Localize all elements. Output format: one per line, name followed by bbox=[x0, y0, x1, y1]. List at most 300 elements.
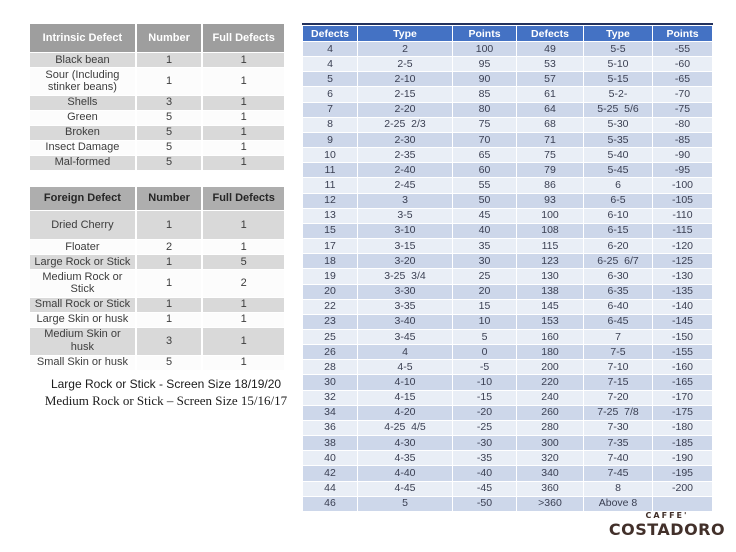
cell: 75 bbox=[517, 148, 583, 162]
table-row bbox=[303, 148, 712, 162]
cell: 34 bbox=[303, 406, 357, 420]
cell: 340 bbox=[517, 466, 583, 480]
cell: 5 bbox=[137, 126, 202, 140]
cell: -115 bbox=[653, 224, 712, 238]
cell: -30 bbox=[453, 436, 516, 450]
cell: 5 bbox=[137, 141, 202, 155]
cell: 23 bbox=[303, 315, 357, 329]
cell: 108 bbox=[517, 224, 583, 238]
cell: 6 bbox=[303, 87, 357, 101]
cell: 20 bbox=[453, 285, 516, 299]
cell bbox=[653, 497, 712, 511]
cell: 1 bbox=[137, 255, 202, 269]
cell: 49 bbox=[517, 42, 583, 56]
cell: -25 bbox=[453, 421, 516, 435]
cell: Sour (Including stinker beans) bbox=[30, 68, 135, 95]
cell: 6-15 bbox=[584, 224, 652, 238]
column-header-defects-right: Defects bbox=[517, 26, 583, 41]
cell: 60 bbox=[453, 163, 516, 177]
cell: 55 bbox=[453, 178, 516, 192]
table-row bbox=[30, 240, 284, 254]
cell: 38 bbox=[303, 436, 357, 450]
table-row bbox=[303, 224, 712, 238]
cell: Broken bbox=[30, 126, 135, 140]
cell: 4-15 bbox=[358, 391, 452, 405]
cell: Small Rock or Stick bbox=[30, 298, 135, 312]
cell: 12 bbox=[303, 194, 357, 208]
cell: 32 bbox=[303, 391, 357, 405]
cell: 5 bbox=[137, 111, 202, 125]
cell: 1 bbox=[203, 53, 284, 67]
cell: -185 bbox=[653, 436, 712, 450]
cell: -160 bbox=[653, 360, 712, 374]
cell: 8 bbox=[303, 118, 357, 132]
cell: 1 bbox=[203, 126, 284, 140]
cell: 50 bbox=[453, 194, 516, 208]
cell: 86 bbox=[517, 178, 583, 192]
table-row bbox=[303, 466, 712, 480]
cell: 5 bbox=[203, 255, 284, 269]
cell: 5-40 bbox=[584, 148, 652, 162]
cell: 5 bbox=[137, 356, 202, 370]
cell: 3 bbox=[137, 96, 202, 110]
cell: -145 bbox=[653, 315, 712, 329]
cell: 75 bbox=[453, 118, 516, 132]
cell: 0 bbox=[453, 345, 516, 359]
cell: 17 bbox=[303, 239, 357, 253]
cell: 1 bbox=[203, 313, 284, 327]
table-row bbox=[30, 126, 284, 140]
cell: Mal-formed bbox=[30, 156, 135, 170]
cell: 240 bbox=[517, 391, 583, 405]
cell: 4-25 4/5 bbox=[358, 421, 452, 435]
cell: 153 bbox=[517, 315, 583, 329]
note-line-medium-rock: Medium Rock or Stick – Screen Size 15/16/17 bbox=[44, 392, 288, 408]
cell: -5 bbox=[453, 360, 516, 374]
cell: 6-20 bbox=[584, 239, 652, 253]
cell: 45 bbox=[453, 209, 516, 223]
cell: 4 bbox=[303, 42, 357, 56]
column-header-intrinsic-defect: Intrinsic Defect bbox=[30, 24, 135, 52]
cell: -10 bbox=[453, 375, 516, 389]
cell: 1 bbox=[203, 156, 284, 170]
table-row bbox=[303, 178, 712, 192]
table-row bbox=[30, 96, 284, 110]
cell: 10 bbox=[453, 315, 516, 329]
cell: 79 bbox=[517, 163, 583, 177]
table-row bbox=[303, 285, 712, 299]
cell: Dried Cherry bbox=[30, 211, 135, 239]
points-header-row bbox=[303, 26, 712, 41]
table-row bbox=[30, 356, 284, 370]
column-header-points-right: Points bbox=[653, 26, 712, 41]
cell: -140 bbox=[653, 300, 712, 314]
cell: 2-30 bbox=[358, 133, 452, 147]
cell: 28 bbox=[303, 360, 357, 374]
cell: 115 bbox=[517, 239, 583, 253]
table-row bbox=[30, 111, 284, 125]
cell: 7-25 7/8 bbox=[584, 406, 652, 420]
cell: -180 bbox=[653, 421, 712, 435]
table-row bbox=[303, 436, 712, 450]
cell: -55 bbox=[653, 42, 712, 56]
cell: 2-15 bbox=[358, 87, 452, 101]
cell: 7-30 bbox=[584, 421, 652, 435]
cell: 123 bbox=[517, 254, 583, 268]
table-row bbox=[30, 298, 284, 312]
cell: 4 bbox=[358, 345, 452, 359]
cell: 35 bbox=[453, 239, 516, 253]
cell: 1 bbox=[137, 298, 202, 312]
table-row bbox=[30, 328, 284, 355]
column-header-full-defects: Full Defects bbox=[203, 24, 284, 52]
cell: 260 bbox=[517, 406, 583, 420]
cell: 6-10 bbox=[584, 209, 652, 223]
cell: 220 bbox=[517, 375, 583, 389]
table-row bbox=[303, 239, 712, 253]
cell: 57 bbox=[517, 72, 583, 86]
cell: -135 bbox=[653, 285, 712, 299]
table-row bbox=[303, 391, 712, 405]
cell: 30 bbox=[303, 375, 357, 389]
logo-costadoro-text: COSTADORO bbox=[608, 519, 726, 539]
table-row bbox=[303, 87, 712, 101]
cell: 7-35 bbox=[584, 436, 652, 450]
column-header-defects-left: Defects bbox=[303, 26, 357, 41]
cell: 130 bbox=[517, 269, 583, 283]
cell: 1 bbox=[137, 211, 202, 239]
cell: 80 bbox=[453, 103, 516, 117]
cell: 4-35 bbox=[358, 451, 452, 465]
cell: -195 bbox=[653, 466, 712, 480]
cell: 5-30 bbox=[584, 118, 652, 132]
cell: 13 bbox=[303, 209, 357, 223]
cell: 15 bbox=[303, 224, 357, 238]
cell: Black bean bbox=[30, 53, 135, 67]
cell: 25 bbox=[303, 330, 357, 344]
column-header-number: Number bbox=[137, 187, 202, 210]
cell: 1 bbox=[203, 96, 284, 110]
cell: 1 bbox=[203, 356, 284, 370]
cell: 300 bbox=[517, 436, 583, 450]
cell: -150 bbox=[653, 330, 712, 344]
note-line-large-rock: Large Rock or Stick - Screen Size 18/19/20 bbox=[50, 377, 282, 391]
cell: -105 bbox=[653, 194, 712, 208]
table-row bbox=[30, 53, 284, 67]
cell: -35 bbox=[453, 451, 516, 465]
cell: 4-5 bbox=[358, 360, 452, 374]
cell: 3-30 bbox=[358, 285, 452, 299]
cell: 95 bbox=[453, 57, 516, 71]
table-row bbox=[303, 451, 712, 465]
cell: 6 bbox=[584, 178, 652, 192]
cell: -130 bbox=[653, 269, 712, 283]
table-row bbox=[30, 141, 284, 155]
cell: 1 bbox=[137, 53, 202, 67]
cell: -50 bbox=[453, 497, 516, 511]
cell: 6-30 bbox=[584, 269, 652, 283]
cell: 1 bbox=[137, 68, 202, 95]
cell: 2-25 2/3 bbox=[358, 118, 452, 132]
table-row bbox=[303, 209, 712, 223]
cell: -175 bbox=[653, 406, 712, 420]
defect-points-table bbox=[302, 25, 713, 512]
table-row bbox=[303, 103, 712, 117]
points-table-body bbox=[303, 42, 712, 511]
cell: Above 8 bbox=[584, 497, 652, 511]
cell: 3-40 bbox=[358, 315, 452, 329]
table-row bbox=[30, 68, 284, 95]
intrinsic-header-row bbox=[30, 24, 284, 52]
cell: 1 bbox=[203, 328, 284, 355]
cell: 1 bbox=[203, 211, 284, 239]
cell: Medium Rock or Stick bbox=[30, 270, 135, 297]
cell: -20 bbox=[453, 406, 516, 420]
cell: 5 bbox=[137, 156, 202, 170]
cell: 2-5 bbox=[358, 57, 452, 71]
cell: -95 bbox=[653, 163, 712, 177]
intrinsic-defects-table bbox=[28, 23, 286, 171]
table-row bbox=[30, 211, 284, 239]
table-row bbox=[303, 315, 712, 329]
cell: 5 bbox=[303, 72, 357, 86]
cell: 3-5 bbox=[358, 209, 452, 223]
cell: 6-5 bbox=[584, 194, 652, 208]
table-row bbox=[303, 57, 712, 71]
cell: 5 bbox=[358, 497, 452, 511]
cell: -80 bbox=[653, 118, 712, 132]
cell: 6-35 bbox=[584, 285, 652, 299]
cell: 65 bbox=[453, 148, 516, 162]
cell: -110 bbox=[653, 209, 712, 223]
cell: 85 bbox=[453, 87, 516, 101]
cell: 71 bbox=[517, 133, 583, 147]
cell: -65 bbox=[653, 72, 712, 86]
cell: 70 bbox=[453, 133, 516, 147]
cell: 2 bbox=[203, 270, 284, 297]
table-row bbox=[303, 497, 712, 511]
cell: 20 bbox=[303, 285, 357, 299]
cell: Insect Damage bbox=[30, 141, 135, 155]
column-header-type-right: Type bbox=[584, 26, 652, 41]
cell: 11 bbox=[303, 178, 357, 192]
cell: 138 bbox=[517, 285, 583, 299]
cell: 10 bbox=[303, 148, 357, 162]
cell: 1 bbox=[203, 141, 284, 155]
table-row bbox=[303, 330, 712, 344]
cell: 26 bbox=[303, 345, 357, 359]
foreign-defects-table bbox=[28, 186, 286, 371]
cell: 2-20 bbox=[358, 103, 452, 117]
cell: 22 bbox=[303, 300, 357, 314]
cell: 3 bbox=[358, 194, 452, 208]
cell: 7-10 bbox=[584, 360, 652, 374]
cell: 7-15 bbox=[584, 375, 652, 389]
cell: 4-45 bbox=[358, 482, 452, 496]
cell: 1 bbox=[203, 111, 284, 125]
table-row bbox=[303, 300, 712, 314]
table-row bbox=[303, 375, 712, 389]
cell: 6-25 6/7 bbox=[584, 254, 652, 268]
table-row bbox=[303, 360, 712, 374]
cell: 40 bbox=[453, 224, 516, 238]
column-header-foreign-defect: Foreign Defect bbox=[30, 187, 135, 210]
cell: 1 bbox=[137, 313, 202, 327]
cell: 3 bbox=[137, 328, 202, 355]
table-row bbox=[30, 313, 284, 327]
cell: 3-10 bbox=[358, 224, 452, 238]
cell: 25 bbox=[453, 269, 516, 283]
table-row bbox=[303, 269, 712, 283]
table-row bbox=[303, 163, 712, 177]
cell: 4-40 bbox=[358, 466, 452, 480]
column-header-type-left: Type bbox=[358, 26, 452, 41]
cell: -100 bbox=[653, 178, 712, 192]
table-row bbox=[30, 156, 284, 170]
defect-points-table-container bbox=[302, 23, 713, 512]
cell: Floater bbox=[30, 240, 135, 254]
cell: 5-10 bbox=[584, 57, 652, 71]
column-header-points-left: Points bbox=[453, 26, 516, 41]
table-row bbox=[303, 345, 712, 359]
cell: 9 bbox=[303, 133, 357, 147]
cell: >360 bbox=[517, 497, 583, 511]
cell: 7 bbox=[584, 330, 652, 344]
cell: -75 bbox=[653, 103, 712, 117]
cell: 7-40 bbox=[584, 451, 652, 465]
cell: 1 bbox=[203, 240, 284, 254]
cell: -85 bbox=[653, 133, 712, 147]
cell: 61 bbox=[517, 87, 583, 101]
cell: 2-35 bbox=[358, 148, 452, 162]
cell: -60 bbox=[653, 57, 712, 71]
cell: 42 bbox=[303, 466, 357, 480]
cell: 200 bbox=[517, 360, 583, 374]
cell: 145 bbox=[517, 300, 583, 314]
cell: 5-5 bbox=[584, 42, 652, 56]
cell: 4 bbox=[303, 57, 357, 71]
cell: -15 bbox=[453, 391, 516, 405]
table-row bbox=[303, 133, 712, 147]
table-row bbox=[303, 421, 712, 435]
cell: 280 bbox=[517, 421, 583, 435]
cell: 6-45 bbox=[584, 315, 652, 329]
cell: -125 bbox=[653, 254, 712, 268]
cell: 90 bbox=[453, 72, 516, 86]
cell: Shells bbox=[30, 96, 135, 110]
cell: -120 bbox=[653, 239, 712, 253]
cell: 2 bbox=[137, 240, 202, 254]
cell: 3-25 3/4 bbox=[358, 269, 452, 283]
cell: 5 bbox=[453, 330, 516, 344]
cell: 36 bbox=[303, 421, 357, 435]
foreign-table-body bbox=[30, 211, 284, 370]
cell: -40 bbox=[453, 466, 516, 480]
cell: -70 bbox=[653, 87, 712, 101]
logo-caffe-text: CAFFE' bbox=[645, 511, 689, 520]
cell: 2-10 bbox=[358, 72, 452, 86]
table-row bbox=[303, 72, 712, 86]
column-header-number: Number bbox=[137, 24, 202, 52]
cell: 68 bbox=[517, 118, 583, 132]
cell: 93 bbox=[517, 194, 583, 208]
cell: 40 bbox=[303, 451, 357, 465]
cell: 2-45 bbox=[358, 178, 452, 192]
cell: Large Skin or husk bbox=[30, 313, 135, 327]
cell: 3-45 bbox=[358, 330, 452, 344]
table-row bbox=[30, 270, 284, 297]
table-row bbox=[303, 194, 712, 208]
table-row bbox=[30, 255, 284, 269]
cell: 320 bbox=[517, 451, 583, 465]
cell: -155 bbox=[653, 345, 712, 359]
cell: 64 bbox=[517, 103, 583, 117]
foreign-header-row bbox=[30, 187, 284, 210]
cell: 7 bbox=[303, 103, 357, 117]
cell: 53 bbox=[517, 57, 583, 71]
cell: 19 bbox=[303, 269, 357, 283]
table-row bbox=[303, 254, 712, 268]
cell: 5-15 bbox=[584, 72, 652, 86]
cell: -170 bbox=[653, 391, 712, 405]
column-header-full-defects: Full Defects bbox=[203, 187, 284, 210]
cell: 44 bbox=[303, 482, 357, 496]
cell: 1 bbox=[203, 68, 284, 95]
cell: 11 bbox=[303, 163, 357, 177]
cell: Medium Skin or husk bbox=[30, 328, 135, 355]
cell: 360 bbox=[517, 482, 583, 496]
cell: -90 bbox=[653, 148, 712, 162]
cell: 7-45 bbox=[584, 466, 652, 480]
cell: -45 bbox=[453, 482, 516, 496]
cell: 180 bbox=[517, 345, 583, 359]
cell: 160 bbox=[517, 330, 583, 344]
cell: 1 bbox=[203, 298, 284, 312]
cell: 30 bbox=[453, 254, 516, 268]
cell: 2-40 bbox=[358, 163, 452, 177]
table-row bbox=[303, 118, 712, 132]
cell: 5-35 bbox=[584, 133, 652, 147]
cell: 4-10 bbox=[358, 375, 452, 389]
cell: -190 bbox=[653, 451, 712, 465]
intrinsic-table-body bbox=[30, 53, 284, 170]
cell: Large Rock or Stick bbox=[30, 255, 135, 269]
cell: 5-45 bbox=[584, 163, 652, 177]
cell: 5-2- bbox=[584, 87, 652, 101]
cell: 7-20 bbox=[584, 391, 652, 405]
cell: 8 bbox=[584, 482, 652, 496]
cell: 100 bbox=[453, 42, 516, 56]
screen-size-note bbox=[16, 377, 316, 409]
table-row bbox=[303, 42, 712, 56]
cell: 18 bbox=[303, 254, 357, 268]
cell: 100 bbox=[517, 209, 583, 223]
cell: 7-5 bbox=[584, 345, 652, 359]
cell: 2 bbox=[358, 42, 452, 56]
table-row bbox=[303, 406, 712, 420]
cell: Green bbox=[30, 111, 135, 125]
cell: 1 bbox=[137, 270, 202, 297]
cell: 3-35 bbox=[358, 300, 452, 314]
table-row bbox=[303, 482, 712, 496]
cell: -200 bbox=[653, 482, 712, 496]
cell: 4-20 bbox=[358, 406, 452, 420]
cell: 46 bbox=[303, 497, 357, 511]
cell: 15 bbox=[453, 300, 516, 314]
cell: Small Skin or husk bbox=[30, 356, 135, 370]
cell: 6-40 bbox=[584, 300, 652, 314]
cell: 3-20 bbox=[358, 254, 452, 268]
